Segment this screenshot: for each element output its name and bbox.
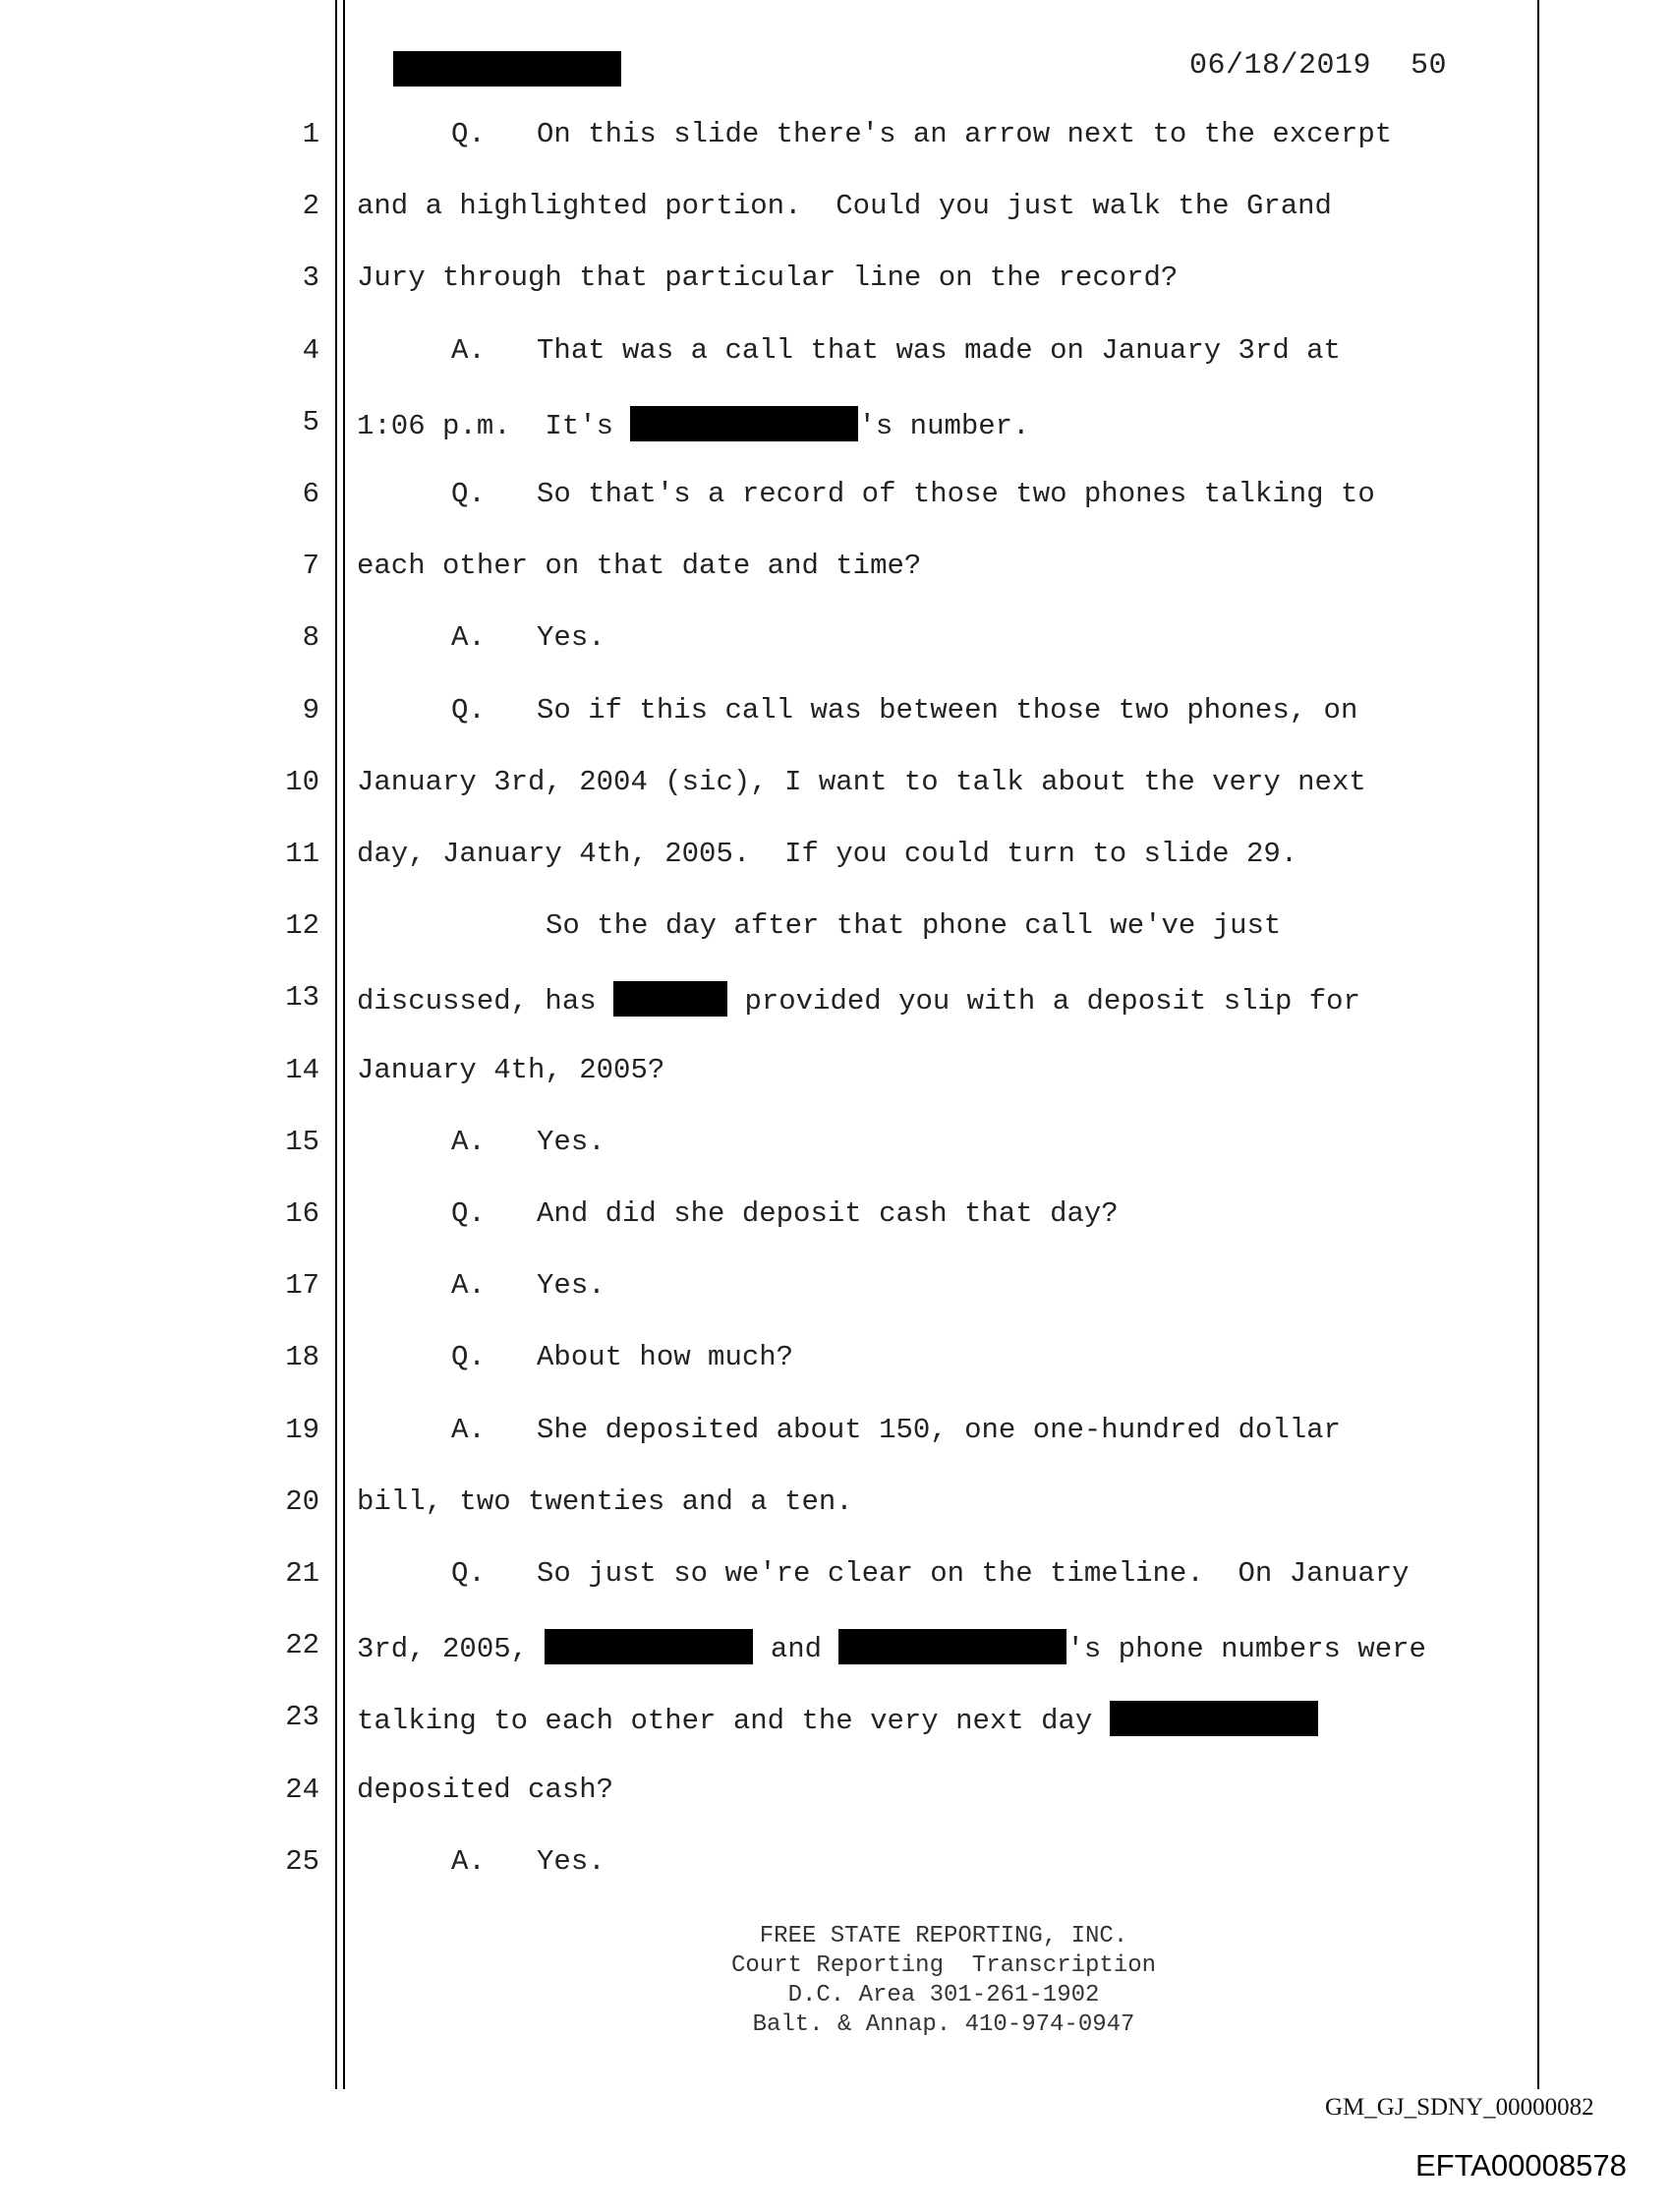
line-number: 17 xyxy=(285,1269,319,1303)
line-text-segment: each other on that date and time? xyxy=(357,550,922,583)
line-number: 1 xyxy=(302,118,319,150)
right-margin-rule xyxy=(1537,0,1539,2089)
line-text-segment: A. That was a call that was made on January 3rd at xyxy=(451,333,1341,367)
transcript-line xyxy=(357,190,1332,222)
line-number: 12 xyxy=(285,909,319,943)
line-number: 5 xyxy=(302,405,319,438)
line-number: 3 xyxy=(302,262,319,295)
line-number: 6 xyxy=(302,478,319,510)
transcript-line xyxy=(357,1701,1318,1737)
line-number: 7 xyxy=(302,550,319,583)
line-text-segment: bill, two twenties and a ten. xyxy=(357,1484,853,1518)
transcript-line xyxy=(357,118,1392,150)
transcript-line xyxy=(357,550,921,582)
line-number: 24 xyxy=(285,1773,319,1806)
transcript-line xyxy=(357,1269,605,1302)
line-number: 13 xyxy=(285,981,319,1015)
line-number: 2 xyxy=(302,190,319,223)
transcript-line xyxy=(357,694,1357,727)
transcript-line xyxy=(357,1774,613,1806)
transcript-line xyxy=(357,406,1029,442)
line-text-segment: deposited cash? xyxy=(357,1773,614,1806)
line-text-segment: talking to each other and the very next day xyxy=(357,1705,1110,1738)
line-text-segment: So the day after that phone call we've just xyxy=(546,909,1282,943)
footer-company: FREE STATE REPORTING, INC. xyxy=(759,1923,1128,1950)
line-text-segment: and a highlighted portion. Could you just walk the Grand xyxy=(357,190,1332,223)
transcript-line xyxy=(357,334,1341,367)
line-text-segment: A. She deposited about 150, one one-hundred dollar xyxy=(451,1413,1341,1446)
line-text-segment: Jury through that particular line on the record? xyxy=(357,262,1179,295)
transcript-line xyxy=(357,838,1297,870)
line-number: 14 xyxy=(285,1053,319,1086)
line-text-segment: Q. So that's a record of those two phones talking to xyxy=(451,478,1375,510)
left-margin-rule-inner xyxy=(343,0,345,2089)
line-number: 4 xyxy=(302,333,319,367)
line-text-segment: and xyxy=(753,1633,839,1666)
redaction-box xyxy=(630,406,858,441)
line-number: 23 xyxy=(285,1701,319,1734)
line-text-segment: Q. And did she deposit cash that day? xyxy=(451,1197,1119,1230)
transcript-line xyxy=(357,981,1360,1018)
reporter-footer xyxy=(550,1922,1337,2040)
header-page-number: 50 xyxy=(1410,49,1447,83)
line-text-segment: A. Yes. xyxy=(451,621,605,655)
footer-balt-phone: Balt. & Annap. 410-974-0947 xyxy=(752,2011,1135,2038)
transcript-line xyxy=(357,909,1281,942)
line-text-segment: January 3rd, 2004 (sic), I want to talk about the very next xyxy=(357,765,1366,798)
line-text-segment: 's number. xyxy=(858,409,1030,442)
line-number: 15 xyxy=(285,1125,319,1158)
transcript-line xyxy=(357,1629,1426,1665)
footer-dc-phone: D.C. Area 301-261-1902 xyxy=(787,1982,1100,2008)
transcript-line xyxy=(357,1845,605,1878)
transcript-line xyxy=(357,1126,605,1158)
transcript-line xyxy=(357,262,1178,294)
transcript-line xyxy=(357,766,1366,798)
header-redaction xyxy=(393,51,621,87)
line-text-segment: A. Yes. xyxy=(451,1269,605,1303)
left-margin-rule-outer xyxy=(335,0,337,2089)
transcript-line xyxy=(357,1197,1119,1230)
transcript-line xyxy=(357,478,1375,510)
line-text-segment: January 4th, 2005? xyxy=(357,1053,665,1086)
line-text-segment: day, January 4th, 2005. If you could turn to slide 29. xyxy=(357,838,1298,870)
transcript-line xyxy=(357,1054,664,1086)
line-number: 8 xyxy=(302,621,319,655)
page-header xyxy=(393,45,1553,85)
line-text-segment: A. Yes. xyxy=(451,1844,605,1878)
line-text-segment: A. Yes. xyxy=(451,1125,605,1158)
line-text-segment: 3rd, 2005, xyxy=(357,1633,546,1666)
line-text-segment: 's phone numbers were xyxy=(1066,1633,1426,1666)
header-date-page xyxy=(1189,49,1447,83)
redaction-box xyxy=(1110,1701,1318,1736)
line-number: 22 xyxy=(285,1629,319,1662)
redaction-box xyxy=(545,1629,753,1664)
transcript-line xyxy=(357,1557,1410,1590)
line-number: 18 xyxy=(285,1341,319,1374)
bates-number: GM_GJ_SDNY_00000082 xyxy=(1325,2094,1594,2121)
line-text-segment: Q. About how much? xyxy=(451,1341,794,1374)
transcript-line xyxy=(357,1485,853,1518)
line-text-segment: provided you with a deposit slip for xyxy=(727,985,1360,1019)
efta-number: EFTA00008578 xyxy=(1415,2148,1627,2183)
transcript-line xyxy=(357,621,605,654)
line-number: 20 xyxy=(285,1484,319,1518)
line-text-segment: Q. So just so we're clear on the timeline. On January xyxy=(451,1557,1410,1590)
line-number: 21 xyxy=(285,1557,319,1590)
line-text-segment: 1:06 p.m. It's xyxy=(357,409,631,442)
redaction-box xyxy=(613,981,727,1017)
redaction-box xyxy=(838,1629,1066,1664)
line-number: 16 xyxy=(285,1197,319,1230)
footer-services: Court Reporting Transcription xyxy=(730,1952,1157,1979)
line-number: 10 xyxy=(285,765,319,798)
header-date: 06/18/2019 xyxy=(1188,49,1371,83)
line-number: 19 xyxy=(285,1413,319,1446)
line-number: 25 xyxy=(285,1844,319,1878)
line-number: 11 xyxy=(285,838,319,870)
line-number: 9 xyxy=(302,693,319,727)
transcript-line xyxy=(357,1341,793,1373)
line-text-segment: Q. So if this call was between those two phones, on xyxy=(451,693,1358,727)
transcript-line xyxy=(357,1414,1341,1446)
line-text-segment: Q. On this slide there's an arrow next to the excerpt xyxy=(451,118,1393,150)
line-text-segment: discussed, has xyxy=(357,985,614,1019)
